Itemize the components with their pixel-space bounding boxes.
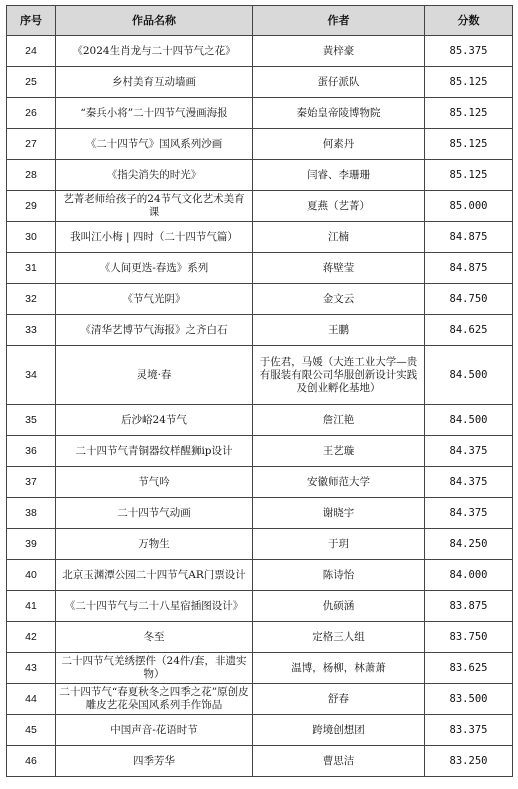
- cell-score: 84.500: [425, 405, 513, 436]
- cell-score: 84.750: [425, 284, 513, 315]
- cell-author: 闫睿、李珊珊: [253, 160, 425, 191]
- cell-title: 《二十四节气》国风系列沙画: [56, 129, 253, 160]
- cell-score: 84.000: [425, 560, 513, 591]
- cell-score: 85.125: [425, 160, 513, 191]
- cell-title: 后沙峪24节气: [56, 405, 253, 436]
- cell-title: 四季芳华: [56, 746, 253, 777]
- cell-title: 《二十四节气与二十八星宿插图设计》: [56, 591, 253, 622]
- table-row: [7, 67, 513, 98]
- cell-title: 《指尖消失的时光》: [56, 160, 253, 191]
- cell-title: 《节气光阴》: [56, 284, 253, 315]
- table-row: [7, 653, 513, 684]
- cell-no: 41: [7, 591, 56, 622]
- cell-author: 秦始皇帝陵博物院: [253, 98, 425, 129]
- cell-no: 46: [7, 746, 56, 777]
- cell-author: 何素丹: [253, 129, 425, 160]
- header-no: 序号: [7, 6, 56, 36]
- table-row: [7, 98, 513, 129]
- cell-no: 40: [7, 560, 56, 591]
- table-row: [7, 405, 513, 436]
- cell-no: 43: [7, 653, 56, 684]
- cell-no: 30: [7, 222, 56, 253]
- cell-score: 83.500: [425, 684, 513, 715]
- cell-title: “秦兵小将”二十四节气漫画海报: [56, 98, 253, 129]
- cell-author: 王鹏: [253, 315, 425, 346]
- table-row: [7, 284, 513, 315]
- cell-no: 35: [7, 405, 56, 436]
- table-row: [7, 253, 513, 284]
- cell-author: 舒春: [253, 684, 425, 715]
- cell-title: 北京玉渊潭公园二十四节气AR门票设计: [56, 560, 253, 591]
- table-row: [7, 498, 513, 529]
- table-row: [7, 560, 513, 591]
- cell-author: 谢晓宇: [253, 498, 425, 529]
- cell-title: 艺菁老师给孩子的24节气文化艺术美育课: [56, 191, 253, 222]
- cell-score: 84.875: [425, 253, 513, 284]
- cell-author: 温博，杨柳，林萧萧: [253, 653, 425, 684]
- cell-no: 36: [7, 436, 56, 467]
- cell-score: 85.125: [425, 67, 513, 98]
- cell-score: 85.125: [425, 129, 513, 160]
- table-row: [7, 160, 513, 191]
- cell-no: 34: [7, 346, 56, 405]
- cell-no: 24: [7, 36, 56, 67]
- cell-score: 84.375: [425, 436, 513, 467]
- cell-title: 万物生: [56, 529, 253, 560]
- table-row: [7, 36, 513, 67]
- table-row: [7, 346, 513, 405]
- cell-score: 85.000: [425, 191, 513, 222]
- table-row: [7, 315, 513, 346]
- cell-score: 83.250: [425, 746, 513, 777]
- cell-title: 二十四节气青铜器纹样醒狮ip设计: [56, 436, 253, 467]
- table-row: [7, 591, 513, 622]
- cell-title: 二十四节气羌绣摆件（24件/套，非遗实物）: [56, 653, 253, 684]
- cell-author: 黄梓豪: [253, 36, 425, 67]
- cell-author: 曹思洁: [253, 746, 425, 777]
- cell-title: 乡村美育互动墙画: [56, 67, 253, 98]
- cell-no: 32: [7, 284, 56, 315]
- cell-score: 84.500: [425, 346, 513, 405]
- cell-title: 《人间更迭-春选》系列: [56, 253, 253, 284]
- cell-title: 我叫江小梅 | 四时（二十四节气篇）: [56, 222, 253, 253]
- cell-no: 33: [7, 315, 56, 346]
- table-row: [7, 746, 513, 777]
- cell-no: 26: [7, 98, 56, 129]
- cell-title: 《2024生肖龙与二十四节气之花》: [56, 36, 253, 67]
- cell-score: 84.875: [425, 222, 513, 253]
- cell-title: 节气吟: [56, 467, 253, 498]
- cell-no: 38: [7, 498, 56, 529]
- cell-score: 83.750: [425, 622, 513, 653]
- header-row: [7, 6, 513, 36]
- table-row: [7, 715, 513, 746]
- cell-author: 詹江艳: [253, 405, 425, 436]
- table-row: [7, 436, 513, 467]
- cell-score: 83.375: [425, 715, 513, 746]
- table-row: [7, 684, 513, 715]
- cell-author: 夏燕（艺菁）: [253, 191, 425, 222]
- table-row: [7, 622, 513, 653]
- cell-no: 29: [7, 191, 56, 222]
- table-row: [7, 222, 513, 253]
- cell-no: 25: [7, 67, 56, 98]
- cell-score: 85.375: [425, 36, 513, 67]
- cell-no: 27: [7, 129, 56, 160]
- cell-author: 仇硕涵: [253, 591, 425, 622]
- header-score: 分数: [425, 6, 513, 36]
- table-row: [7, 467, 513, 498]
- cell-title: 冬至: [56, 622, 253, 653]
- cell-author: 安徽师范大学: [253, 467, 425, 498]
- table-row: [7, 191, 513, 222]
- cell-title: 《清华艺博节气海报》之齐白石: [56, 315, 253, 346]
- cell-author: 江楠: [253, 222, 425, 253]
- cell-author: 跨境创想团: [253, 715, 425, 746]
- cell-author: 金文云: [253, 284, 425, 315]
- cell-author: 定格三人组: [253, 622, 425, 653]
- cell-score: 84.375: [425, 467, 513, 498]
- cell-score: 84.250: [425, 529, 513, 560]
- table-row: [7, 129, 513, 160]
- cell-score: 83.875: [425, 591, 513, 622]
- header-title: 作品名称: [56, 6, 253, 36]
- cell-no: 28: [7, 160, 56, 191]
- table-row: [7, 529, 513, 560]
- cell-author: 于佐君，马媛（大连工业大学—贵有服装有限公司华服创新设计实践及创业孵化基地）: [253, 346, 425, 405]
- cell-author: 王艺璇: [253, 436, 425, 467]
- cell-score: 84.625: [425, 315, 513, 346]
- cell-no: 31: [7, 253, 56, 284]
- cell-title: 灵境·春: [56, 346, 253, 405]
- cell-no: 42: [7, 622, 56, 653]
- cell-title: 二十四节气“春夏秋冬之四季之花”原创皮雕皮艺花朵国风系列手作饰品: [56, 684, 253, 715]
- cell-score: 85.125: [425, 98, 513, 129]
- cell-no: 39: [7, 529, 56, 560]
- cell-author: 于玥: [253, 529, 425, 560]
- cell-no: 44: [7, 684, 56, 715]
- cell-author: 蛋仔派队: [253, 67, 425, 98]
- cell-title: 二十四节气动画: [56, 498, 253, 529]
- cell-no: 37: [7, 467, 56, 498]
- cell-author: 陈诗怡: [253, 560, 425, 591]
- results-table: [6, 5, 513, 777]
- header-author: 作者: [253, 6, 425, 36]
- cell-no: 45: [7, 715, 56, 746]
- cell-score: 84.375: [425, 498, 513, 529]
- cell-score: 83.625: [425, 653, 513, 684]
- cell-author: 蒋壁莹: [253, 253, 425, 284]
- cell-title: 中国声音-花语时节: [56, 715, 253, 746]
